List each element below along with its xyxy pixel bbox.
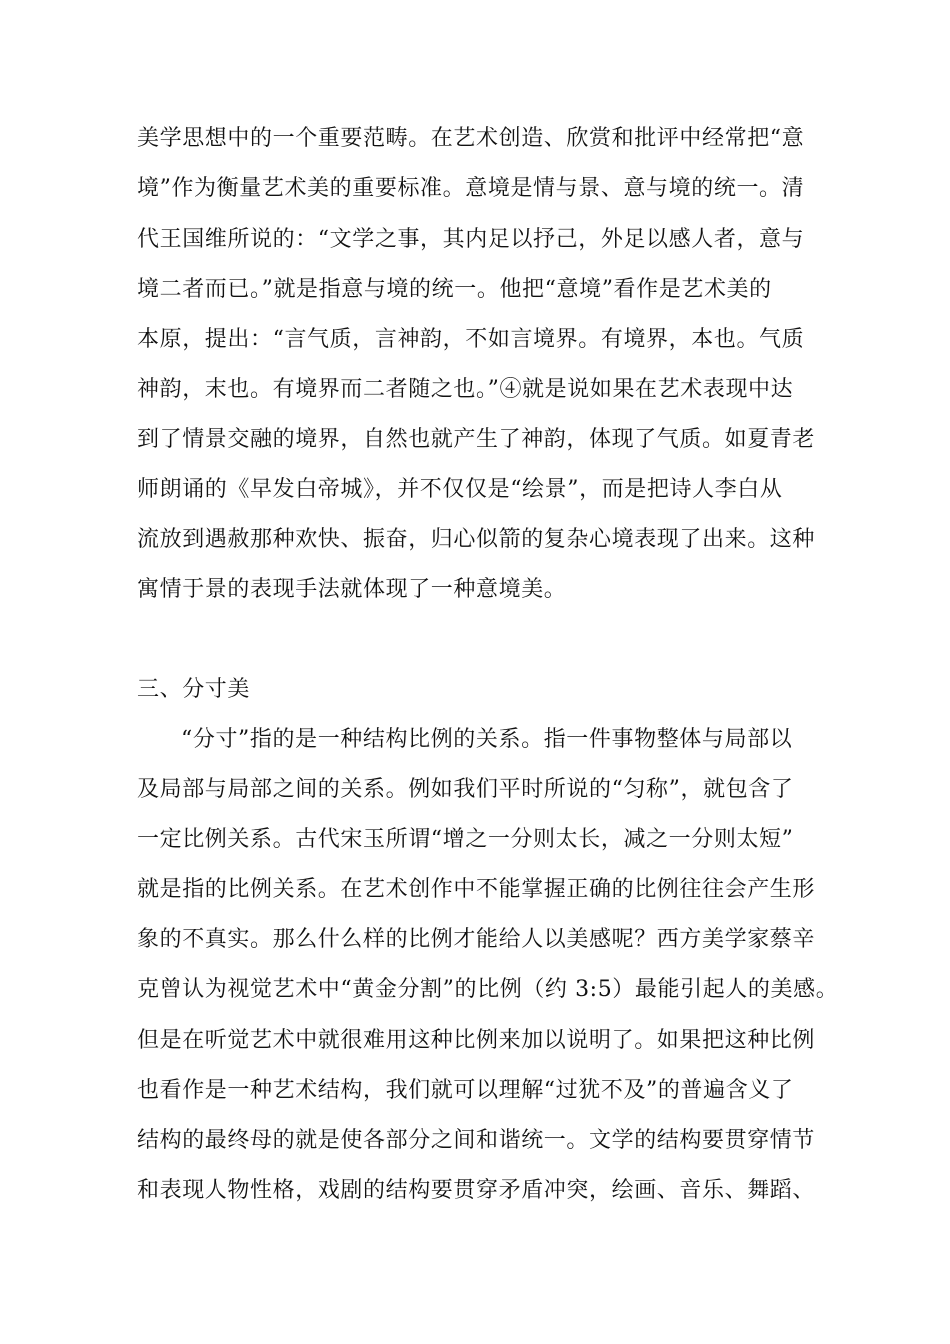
paragraph-line: 流放到遇赦那种欢快、振奋，归心似箭的复杂心境表现了出来。这种 xyxy=(137,527,816,552)
paragraph-line: 象的不真实。那么什么样的比例才能给人以美感呢？西方美学家蔡辛 xyxy=(137,927,816,952)
paragraph-line: 师朗诵的《早发白帝城》，并不仅仅是“绘景”，而是把诗人李白从 xyxy=(137,477,783,502)
paragraph-line: 和表现人物性格，戏剧的结构要贯穿矛盾冲突，绘画、音乐、舞蹈、 xyxy=(137,1178,816,1203)
paragraph-line: 克曾认为视觉艺术中“黄金分割”的比例（约 3:5）最能引起人的美感。 xyxy=(137,977,839,1002)
paragraph-line: 就是指的比例关系。在艺术创作中不能掌握正确的比例往往会产生形 xyxy=(137,877,816,902)
paragraph-line: “分寸”指的是一种结构比例的关系。指一件事物整体与局部以 xyxy=(181,727,793,752)
paragraph-line: 及局部与局部之间的关系。例如我们平时所说的“匀称”，就包含了 xyxy=(137,777,794,802)
paragraph-line: 结构的最终母的就是使各部分之间和谐统一。文学的结构要贯穿情节 xyxy=(137,1128,816,1153)
paragraph-line: 本原，提出：“言气质，言神韵，不如言境界。有境界，本也。气质 xyxy=(137,327,805,352)
section-heading: 三、分寸美 xyxy=(137,677,251,702)
paragraph-line: 神韵，末也。有境界而二者随之也。”④就是说如果在艺术表现中达 xyxy=(137,377,794,402)
paragraph-line: 境二者而已。”就是指意与境的统一。他把“意境”看作是艺术美的 xyxy=(137,277,772,302)
paragraph-line: 代王国维所说的：“文学之事，其内足以抒己，外足以感人者，意与 xyxy=(137,227,805,252)
paragraph-line: 但是在听觉艺术中就很难用这种比例来加以说明了。如果把这种比例 xyxy=(137,1028,816,1053)
paragraph-line: 寓情于景的表现手法就体现了一种意境美。 xyxy=(137,577,567,602)
paragraph-line: 美学思想中的一个重要范畴。在艺术创造、欣赏和批评中经常把“意 xyxy=(137,126,805,151)
paragraph-line: 到了情景交融的境界，自然也就产生了神韵，体现了气质。如夏青老 xyxy=(137,427,816,452)
paragraph-line: 一定比例关系。古代宋玉所谓“增之一分则太长，减之一分则太短” xyxy=(137,827,794,852)
paragraph-line: 也看作是一种艺术结构，我们就可以理解“过犹不及”的普遍含义了 xyxy=(137,1078,794,1103)
paragraph-line: 境”作为衡量艺术美的重要标准。意境是情与景、意与境的统一。清 xyxy=(137,176,805,201)
